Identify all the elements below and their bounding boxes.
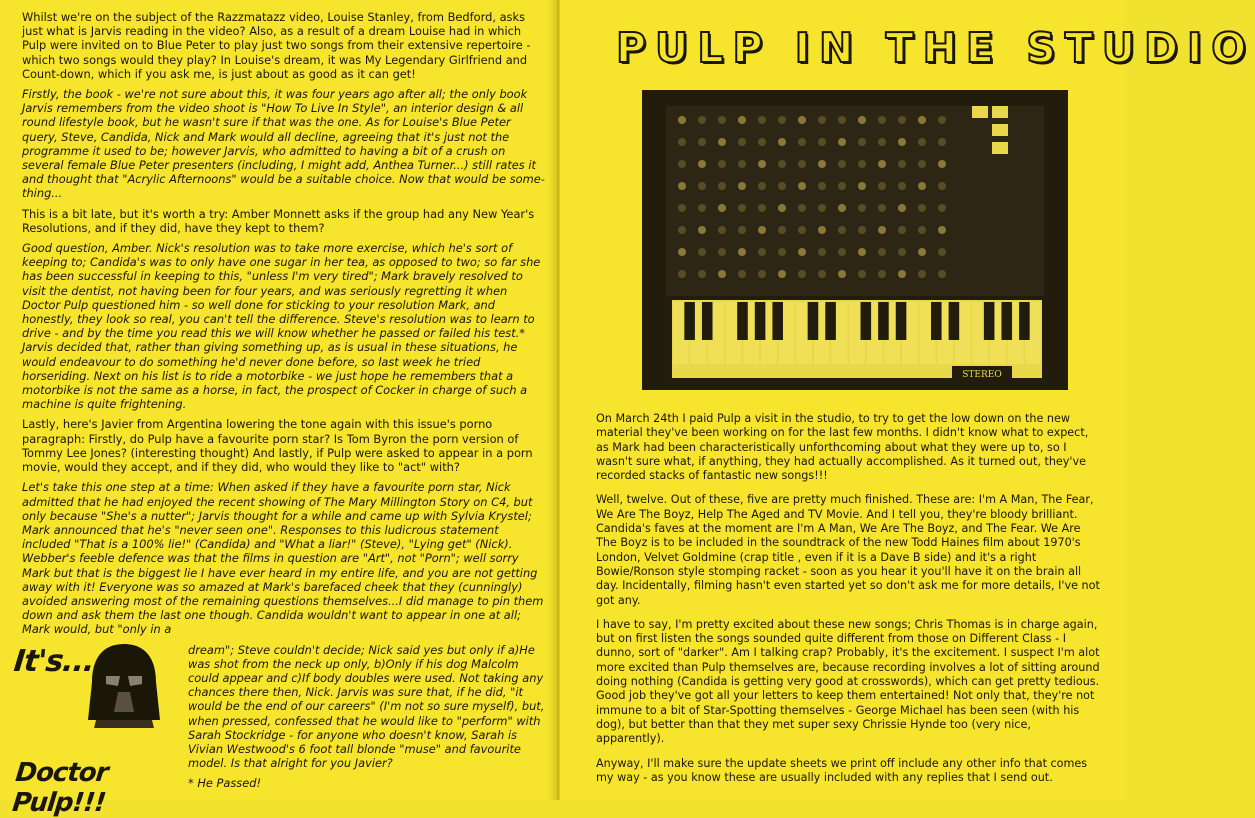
darth-vader-icon (84, 640, 164, 728)
answer-paragraph: Let's take this one step at a time: When asked if they have a favourite porn star, Nick admitted that he had enjoyed the recent showing of The Mary Millington Story on C4, but only because "She's a nutter"; Jarvis thought for a while and came up with Sylvia Krystel; Mark announced that he's "never seen one". Responses to this ludicrous statement included "That is a 100% lie!" (Candida) and "What a liar!" (Steve), "Lying get" (Nick). Webber's feeble defence was that the films in question are "Art", not "Porn"; well sorry Mark but that is the biggest lie I have ever heard in my entire life, and you are not getting away with it! Everyone was so amazed at Mark's barefaced cheek that they (cunningly) avoided answering most of the remaining questions themselves...I did manage to pin them down and ask them the last one though. Candida wouldn't want to appear in one at all; Mark would, but "only in a (22, 480, 544, 637)
page-title: PULP IN THE STUDIO (616, 24, 1255, 72)
article-paragraph: I have to say, I'm pretty excited about these new songs; Chris Thomas is in charge again, but on first listen the songs sounded quite different from those on Different Class - I dunno, sort of "darker". Am I talking crap? Probably, it's the excitement. I suspect I'm alot more excited than Pulp themselves are, because recording involves a lot of sitting around doing nothing (Candida is getting very good at crosswords), which can get pretty tedious. Good job they've got all your letters to keep them entertained! Not only that, they're not immune to a bit of Star-Spotting themselves - George Michael has been seen (with his dog), but better than that they met super sexy Chrissie Hynde too (very nice, apparently). (596, 617, 1100, 746)
logo-line-2: Doctor Pulp!!! (10, 758, 110, 818)
synthesizer-illustration (642, 90, 1068, 390)
reader-question: Whilst we're on the subject of the Razzmatazz video, Louise Stanley, from Bedford, asks just what is Jarvis reading in the video? Also, as a result of a dream Louise had in which Pulp were invited on to Blue Peter to play just two songs from their extensive repertoire - which two songs would they play? In Louise's dream, it was My Legendary Girlfriend and Count-down, which if you ask me, is just about as good as it can get! (22, 10, 531, 81)
wrapped-answer-text: dream"; Steve couldn't decide; Nick said yes but only if a)He was shot from the neck up only, b)Only if his dog Malcolm could appear and c)If body doubles were used. Not taking any chances there then, Nick. Jarvis was sure that, if he did, "it would be the end of our careers" (I'm not so sure myself), but, when pressed, confessed that he would like to "perform" with Sarah Stockridge - for anyone who doesn't know, Sarah is Vivian Westwood's 6 foot tall blonde "muse" and favourite model. Is that alright for you Javier? (188, 642, 545, 771)
doctor-pulp-logo (10, 640, 194, 818)
right-column-text (596, 412, 1100, 795)
left-page (0, 0, 558, 818)
left-column-text (22, 10, 546, 637)
stereo-label: STEREO (962, 370, 1002, 380)
article-paragraph: Well, twelve. Out of these, five are pretty much finished. These are: I'm A Man, The Fear, We Are The Boyz, Help The Aged and TV Movie. And I tell you, they're bloody brilliant. Candida's faves at the moment are I'm A Man, We Are The Boyz, and The Fear. We Are The Boyz is to be included in the soundtrack of the new Todd Haines film about 1970's London, Velvet Goldmine (crap title , even if it is a Dave B side) and it's a right Bowie/Ronson style stomping racket - soon as you hear it you'll have it on the brain all day. Incidentally, filming hasn't even started yet so don't ask me for more details, I've not got any. (596, 493, 1100, 607)
article-paragraph: Anyway, I'll make sure the update sheets we print off include any other info that comes my way - as you know these are usually included with any replies that I send out. (596, 756, 1088, 784)
answer-paragraph: Firstly, the book - we're not sure about this, it was four years ago after all; the only book Jarvis remembers from the video shoot is "How To Live In Style", an interior design & all round lifestyle book, but he wasn't sure if that was the one. As for Louise's Blue Peter query, Steve, Candida, Nick and Mark would all decline, agreeing that it's just not the programme it used to be; however Jarvis, who admitted to having a bit of a crush on several female Blue Peter presenters (including, I might add, Anthea Turner...) still rates it and thought that "Acrylic Afternoons" would be a suitable choice. Now that would be some-thing... (22, 87, 545, 201)
right-page (560, 0, 1255, 800)
footnote: * He Passed! (188, 776, 262, 791)
answer-paragraph: Good question, Amber. Nick's resolution was to take more exercise, which he's sort of keeping to; Candida's was to only have one sugar in her tea, as opposed to two; so far she has been successful in keeping to this, "unless I'm very tired"; Mark bravely resolved to visit the dentist, not having been for four years, and was seriously regretting it when Doctor Pulp questioned him - so well done for sticking to your resolution Mark, and honestly, they look so real, you can't tell the difference. Steve's resolution was to learn to drive - and by the time you read this we will know whether he passed or failed his test.* Jarvis decided that, rather than giving something up, as is usual in these situations, he would endeavour to do something he'd never done before, so last week he tried horseriding. Next on his list is to ride a motorbike - we just hope he remembers that a motorbike is not the same as a horse, in fact, the prospect of Cocker in charge of such a machine is quite frightening. (22, 241, 541, 412)
reader-question: Lastly, here's Javier from Argentina lowering the tone again with this issue's porno paragraph: Firstly, do Pulp have a favourite porn star? Is Tom Byron the porn version of Tommy Lee Jones? (interesting thought) And lastly, if Pulp were asked to appear in a porn movie, would they accept, and if they did, who would they like to "act" with? (22, 417, 533, 475)
article-paragraph: On March 24th I paid Pulp a visit in the studio, to try to get the low down on the new material they've been working on for the last few months. I didn't know what to expect, as Mark had been characteristically unforthcoming about what they were up to, so I wasn't sure what, if anything, they had actually accomplished. As it turned out, they've recorded stacks of fantastic new songs!!! (596, 412, 1089, 483)
synthesizer-photo (642, 90, 1068, 390)
logo-line-1: It's... (12, 644, 96, 679)
reader-question: This is a bit late, but it's worth a try: Amber Monnett asks if the group had any New Year's Resolutions, and if they did, have they kept to them? (22, 206, 535, 235)
